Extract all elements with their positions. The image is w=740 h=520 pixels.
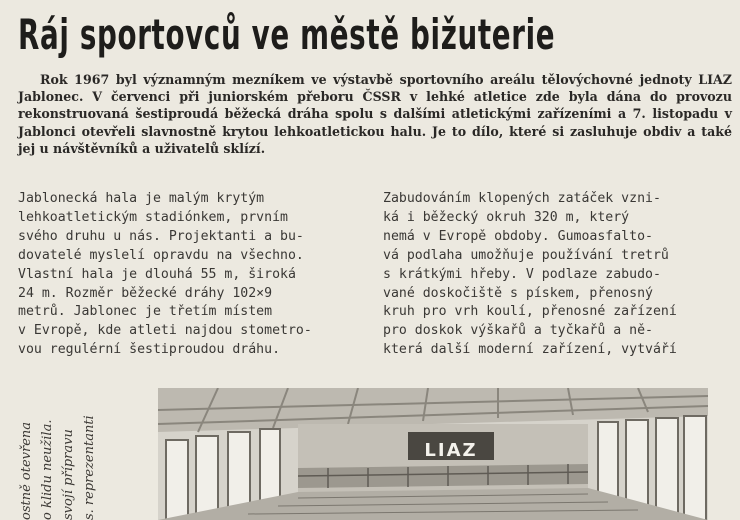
side-caption-line: svojí přípravu xyxy=(61,429,76,520)
body-column-right xyxy=(383,190,728,360)
body-line: vou regulérní šestiproudou dráhu. xyxy=(18,342,281,358)
body-line: ká i běžecký okruh 320 m, který xyxy=(383,209,630,225)
side-caption-line: o klidu neužila. xyxy=(40,419,55,520)
body-line: dovatelé myslelí opravdu na všechno. xyxy=(18,247,304,263)
body-line: 24 m. Rozměr běžecké dráhy 102×9 xyxy=(18,285,273,301)
body-line: vané doskočiště s pískem, přenosný xyxy=(383,285,653,301)
body-line: vá podlaha umožňuje používání tretrů xyxy=(383,247,669,263)
body-line: kruh pro vrh koulí, přenosné zařízení xyxy=(383,304,677,320)
body-line: Jablonecká hala je malým krytým xyxy=(18,191,265,206)
article-title: Ráj sportovců ve městě bižuterie xyxy=(18,10,556,59)
body-line: která další moderní zařízení, vytváří xyxy=(383,342,677,358)
body-line: svého druhu u nás. Projektanti a bu- xyxy=(18,228,304,244)
hall-interior-photo xyxy=(158,388,708,520)
body-column-left xyxy=(18,190,363,360)
body-line: lehkoatletickým stadiónkem, prvním xyxy=(18,209,288,225)
photo-liaz-sign: LIAZ xyxy=(424,440,478,461)
body-line: v Evropě, kde atleti najdou stometro- xyxy=(18,323,312,339)
body-line: s krátkými hřeby. V podlaze zabudo- xyxy=(383,266,661,282)
body-line: Zabudováním klopených zatáček vzni- xyxy=(383,191,661,206)
body-line: nemá v Evropě obdoby. Gumoasfalto- xyxy=(383,228,653,244)
body-line: Vlastní hala je dlouhá 55 m, široká xyxy=(18,266,296,282)
photo-side-caption xyxy=(16,385,108,520)
body-line: pro doskok výškařů a tyčkařů a ně- xyxy=(383,323,653,339)
article-lead-paragraph: Rok 1967 byl významným mezníkem ve výstavbě sportovního areálu tělovýchovné jednoty LIAZ Jablonec. V červenci při juniorském přeboru ČSSR v lehké atletice zde byla dána do provozu rekonstruovaná šestiproudá běžecká dráha spolu s dalšími atletickými zařízeními a 7. listopadu v Jablonci otevřeli slavnostně krytou lehkoatletickou halu. Je to dílo, které si zasluhuje obdiv a také jej u návštěvníků a uživatelů sklízí. xyxy=(18,72,732,156)
body-line: metrů. Jablonec je třetím místem xyxy=(18,304,273,320)
side-caption-line: s. reprezentanti xyxy=(82,415,97,520)
side-caption-line: ostně otevřena xyxy=(19,421,34,520)
